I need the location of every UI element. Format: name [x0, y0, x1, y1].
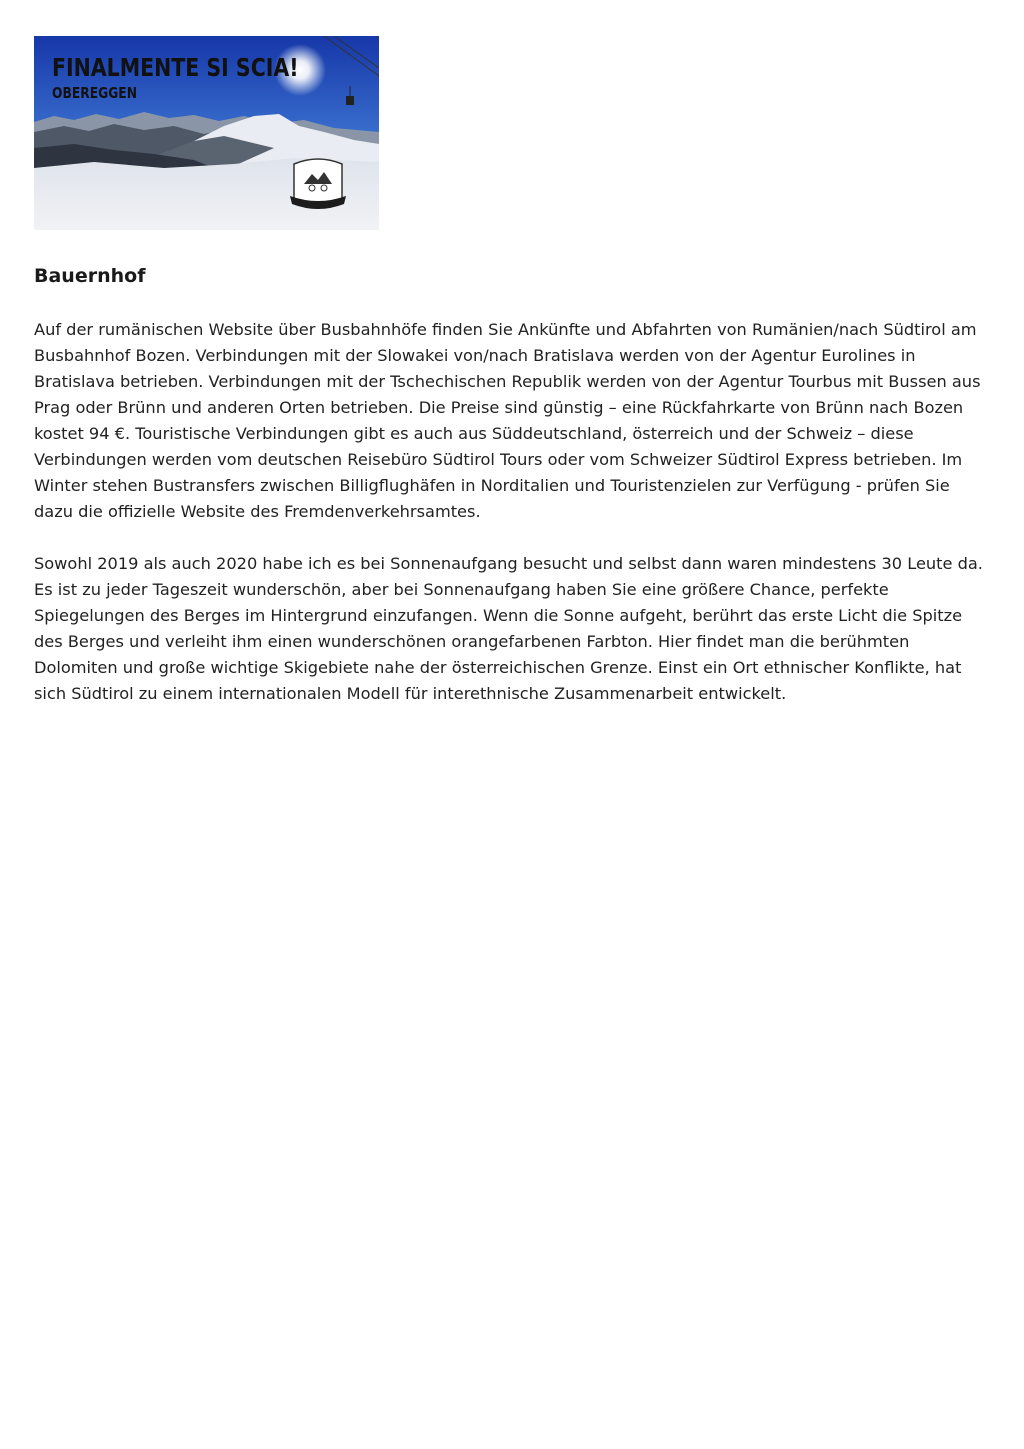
trips-of-trap-badge-icon: [290, 159, 346, 209]
hero-subtitle: OBEREGGEN: [52, 84, 137, 102]
hero-title: FINALMENTE SI SCIA!: [52, 53, 299, 82]
document-page: [34, 36, 990, 707]
section-heading: Bauernhof: [34, 265, 146, 287]
hero-image: [34, 36, 379, 230]
paragraph-transport: Auf der rumänischen Website über Busbahnhöfe finden Sie Ankünfte und Abfahrten von Rumänien/nach Südtirol am Busbahnhof Bozen. Verbindungen mit der Slowakei von/nach Bratislava werden von der Agentur Eurolines in Bratislava betrieben. Verbindungen mit der Tschechischen Republik werden von der Agentur Tourbus mit Bussen aus Prag oder Brünn und anderen Orten betrieben. Die Preise sind günstig – eine Rückfahrkarte von Brünn nach Bozen kostet 94 €. Touristische Verbindungen gibt es auch aus Süddeutschland, österreich und der Schweiz – diese Verbindungen werden vom deutschen Reisebüro Südtirol Tours oder vom Schweizer Südtirol Express betrieben. Im Winter stehen Bustransfers zwischen Billigflughäfen in Norditalien und Touristenzielen zur Verfügung - prüfen Sie dazu die offizielle Website des Fremdenverkehrsamtes.: [34, 320, 981, 521]
paragraph-sunrise: Sowohl 2019 als auch 2020 habe ich es bei Sonnenaufgang besucht und selbst dann waren mindestens 30 Leute da. Es ist zu jeder Tageszeit wunderschön, aber bei Sonnenaufgang haben Sie eine größere Chance, perfekte Spiegelungen des Berges im Hintergrund einzufangen. Wenn die Sonne aufgeht, berührt das erste Licht die Spitze des Berges und verleiht ihm einen wunderschönen orangefarbenen Farbton. Hier findet man die berühmten Dolomiten und große wichtige Skigebiete nahe der österreichischen Grenze. Einst ein Ort ethnischer Konflikte, hat sich Südtirol zu einem internationalen Modell für interethnische Zusammenarbeit entwickelt.: [34, 554, 983, 703]
